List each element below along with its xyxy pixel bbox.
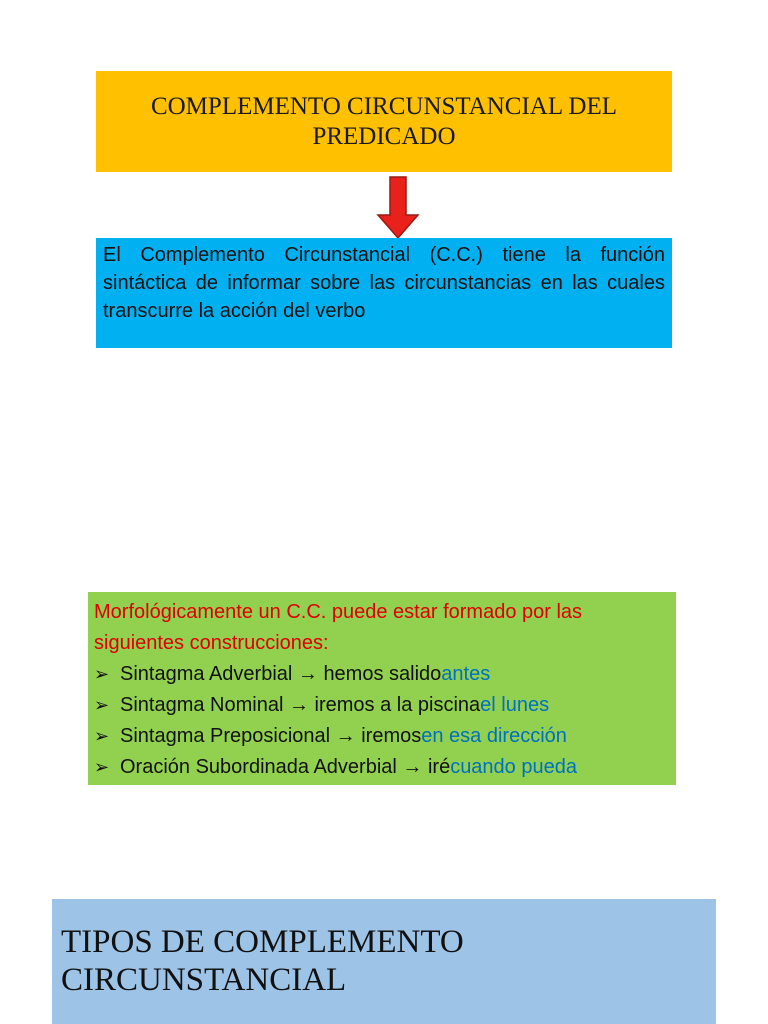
item-example: cuando pueda: [450, 756, 577, 778]
list-item: [94, 752, 670, 783]
definition-box: [96, 238, 672, 348]
list-item: [94, 690, 670, 721]
item-example: antes: [441, 663, 491, 685]
types-heading: TIPOS DE COMPLEMENTO CIRCUNSTANCIAL: [61, 924, 464, 998]
arrow-bullet-icon: ➢: [94, 726, 110, 746]
page-title: COMPLEMENTO CIRCUNSTANCIAL DEL PREDICADO: [150, 92, 618, 150]
arrow-bullet-icon: ➢: [94, 757, 110, 777]
item-text: Sintagma Preposicional → iremos: [120, 725, 422, 747]
down-arrow-icon: [376, 176, 420, 240]
item-text: Sintagma Nominal → iremos a la piscina: [120, 694, 481, 716]
morphology-intro: Morfológicamente un C.C. puede estar formado por las siguientes construcciones:: [94, 601, 583, 654]
arrow-bullet-icon: ➢: [94, 695, 110, 715]
title-box: [96, 71, 672, 172]
arrow-bullet-icon: ➢: [94, 664, 110, 684]
morphology-box: [88, 592, 676, 785]
morphology-list: [94, 659, 670, 783]
list-item: [94, 659, 670, 690]
item-text: Oración Subordinada Adverbial → iré: [120, 756, 451, 778]
list-item: [94, 721, 670, 752]
types-heading-box: [52, 899, 716, 1024]
item-text: Sintagma Adverbial → hemos salido: [120, 663, 442, 685]
item-example: en esa dirección: [421, 725, 567, 747]
item-example: el lunes: [480, 694, 550, 716]
definition-text: El Complemento Circunstancial (C.C.) tiene la función sintáctica de informar sobre las circunstancias en las cuales transcurre la acción del verbo: [103, 244, 665, 322]
